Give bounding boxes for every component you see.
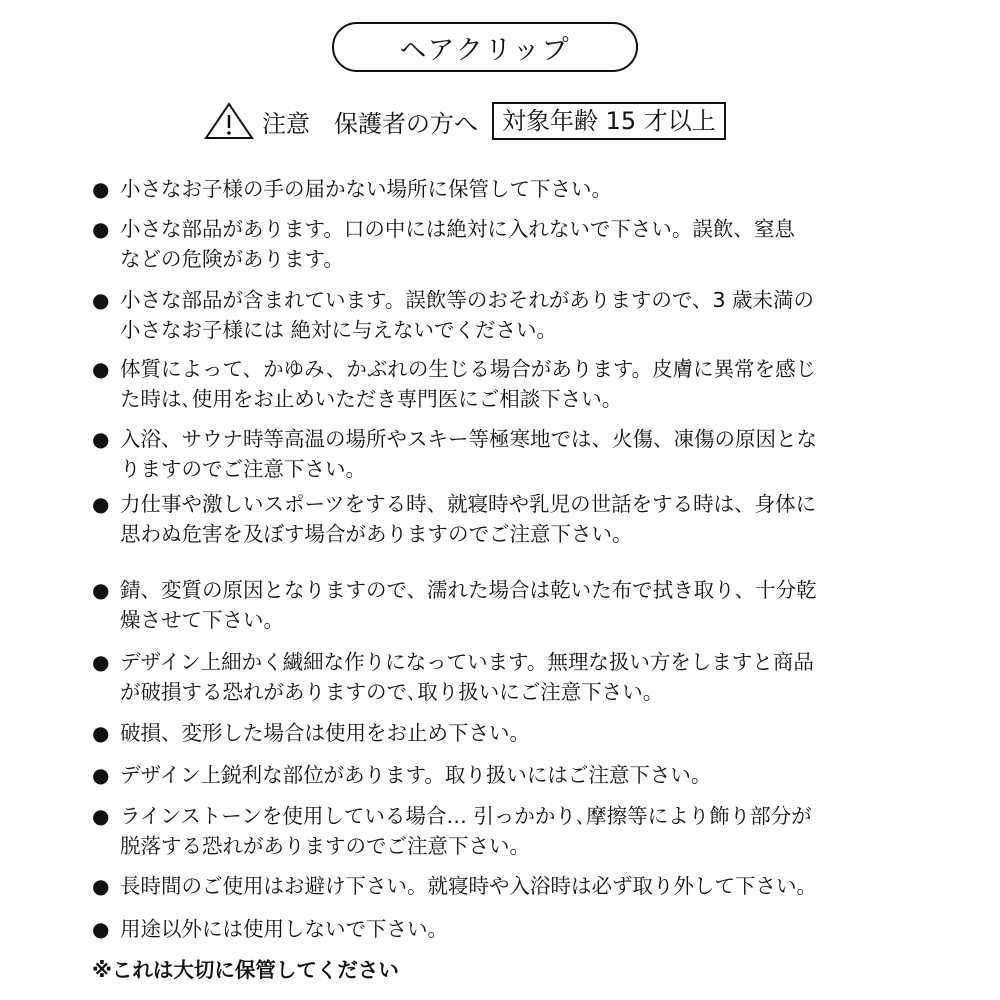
bullet-icon: ● bbox=[92, 288, 110, 312]
bullet-icon: ● bbox=[92, 357, 110, 381]
notice-item bbox=[92, 871, 940, 901]
notice-text: 体質によって、かゆみ、かぶれの生じる場合があります。皮膚に異常を感じ た時は､使用をお止めいただき専門医にご相談下さい。 bbox=[120, 357, 817, 411]
notice-item bbox=[92, 285, 940, 345]
notice-text: ラインストーンを使用している場合… 引っかかり､摩擦等により飾り部分が 脱落する恐れがありますのでご注意下さい。 bbox=[120, 804, 812, 858]
notice-text: 力仕事や激しいスポーツをする時、就寝時や乳児の世話をする時は、身体に 思わぬ危害を及ぼす場合がありますのでご注意下さい。 bbox=[120, 492, 817, 546]
bullet-icon: ● bbox=[92, 492, 110, 516]
footer-note: ※これは大切に保管してください bbox=[92, 958, 399, 982]
bullet-icon: ● bbox=[92, 427, 110, 451]
warning-label: 注意 bbox=[262, 109, 310, 138]
notice-text: 長時間のご使用はお避け下さい。就寝時や入浴時は必ず取り外して下さい。 bbox=[120, 874, 817, 898]
notice-item bbox=[92, 647, 940, 707]
bullet-icon: ● bbox=[92, 650, 110, 674]
notice-text: デザイン上細かく繊細な作りになっています。無理な扱い方をしますと商品 が破損する恐れがありますので､取り扱いにご注意下さい。 bbox=[120, 650, 814, 704]
notice-text: 破損、変形した場合は使用をお止め下さい。 bbox=[120, 721, 530, 745]
warning-triangle-icon bbox=[204, 102, 254, 140]
bullet-icon: ● bbox=[92, 721, 110, 745]
notice-item bbox=[92, 174, 940, 204]
notice-item bbox=[92, 718, 940, 748]
notice-item bbox=[92, 801, 940, 861]
notice-text: デザイン上鋭利な部位があります。取り扱いにはご注意下さい。 bbox=[120, 763, 712, 787]
notice-item bbox=[92, 760, 940, 790]
notice-text: 入浴、サウナ時等高温の場所やスキー等極寒地では、火傷、凍傷の原因とな りますのでご注意下さい。 bbox=[120, 427, 817, 481]
notice-item bbox=[92, 489, 940, 549]
notice-item bbox=[92, 914, 940, 944]
warning-header bbox=[204, 100, 726, 142]
bullet-icon: ● bbox=[92, 763, 110, 787]
notice-item bbox=[92, 424, 940, 484]
notice-text: 用途以外には使用しないで下さい。 bbox=[120, 917, 448, 941]
bullet-icon: ● bbox=[92, 874, 110, 898]
bullet-icon: ● bbox=[92, 917, 110, 941]
notice-text: 小さな部品が含まれています。誤飲等のおそれがありますので、3 歳未満の 小さなお子様には 絶対に与えないでください。 bbox=[120, 288, 815, 342]
notice-item bbox=[92, 354, 940, 414]
notice-text: 小さな部品があります。口の中には絶対に入れないで下さい。誤飲、窒息 などの危険があります。 bbox=[120, 217, 795, 271]
product-title: ヘアクリップ bbox=[332, 22, 638, 72]
notice-item bbox=[92, 575, 940, 635]
bullet-icon: ● bbox=[92, 177, 110, 201]
bullet-icon: ● bbox=[92, 804, 110, 828]
bullet-icon: ● bbox=[92, 217, 110, 241]
warning-audience: 保護者の方へ bbox=[334, 109, 478, 138]
notice-item bbox=[92, 214, 940, 274]
bullet-icon: ● bbox=[92, 578, 110, 602]
age-target-badge: 対象年齢 15 才以上 bbox=[492, 102, 726, 140]
notice-text: 小さなお子様の手の届かない場所に保管して下さい。 bbox=[120, 177, 612, 201]
notice-text: 錆、変質の原因となりますので、濡れた場合は乾いた布で拭き取り、十分乾 燥させて下さい。 bbox=[120, 578, 817, 632]
